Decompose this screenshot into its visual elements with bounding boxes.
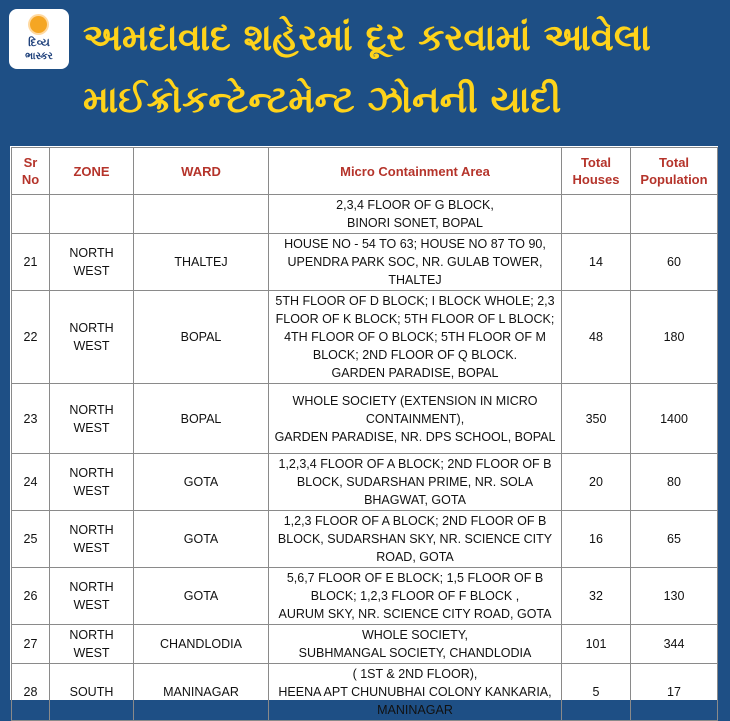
cell-sr-no: 26 <box>12 568 50 625</box>
cell-sr-no: 27 <box>12 625 50 664</box>
cell-area: WHOLE SOCIETY (EXTENSION IN MICRO CONTAINMENT), GARDEN PARADISE, NR. DPS SCHOOL, BOPAL <box>269 384 562 454</box>
header-area: Micro Containment Area <box>269 148 562 195</box>
table-row <box>12 234 718 291</box>
cell-zone: NORTH WEST <box>50 511 134 568</box>
logo-text-line2: ભાસ્કર <box>25 51 53 62</box>
cell-ward: CHANDLODIA <box>134 625 269 664</box>
cell-total-houses: 5 <box>562 664 631 721</box>
header-ward: WARD <box>134 148 269 195</box>
cell-zone: NORTH WEST <box>50 454 134 511</box>
cell-sr-no: 28 <box>12 664 50 721</box>
cell-ward: BOPAL <box>134 384 269 454</box>
table-row <box>12 291 718 384</box>
table-row <box>12 568 718 625</box>
cell-total-houses: 16 <box>562 511 631 568</box>
table-row <box>12 195 718 234</box>
cell-zone: NORTH WEST <box>50 234 134 291</box>
cell-area: 5TH FLOOR OF D BLOCK; I BLOCK WHOLE; 2,3 FLOOR OF K BLOCK; 5TH FLOOR OF L BLOCK; 4TH FLOOR OF O BLOCK; 5TH FLOOR OF M BLOCK; 2ND FLOOR OF Q BLOCK. GARDEN PARADISE, BOPAL <box>269 291 562 384</box>
page-title-line1: અમદાવાદ શહેરમાં દૂર કરવામાં આવેલા <box>83 16 651 59</box>
cell-total-houses: 350 <box>562 384 631 454</box>
header-total-population: Total Population <box>631 148 718 195</box>
logo-text-line1: દિવ્ય <box>28 37 50 49</box>
cell-total-population: 60 <box>631 234 718 291</box>
cell-sr-no: 25 <box>12 511 50 568</box>
cell-total-houses: 101 <box>562 625 631 664</box>
cell-area: 5,6,7 FLOOR OF E BLOCK; 1,5 FLOOR OF B BLOCK; 1,2,3 FLOOR OF F BLOCK , AURUM SKY, NR. SCIENCE CITY ROAD, GOTA <box>269 568 562 625</box>
cell-zone <box>50 195 134 234</box>
table-row <box>12 511 718 568</box>
cell-total-population: 1400 <box>631 384 718 454</box>
cell-total-houses: 32 <box>562 568 631 625</box>
cell-area: WHOLE SOCIETY, SUBHMANGAL SOCIETY, CHANDLODIA <box>269 625 562 664</box>
cell-ward: GOTA <box>134 511 269 568</box>
cell-ward: GOTA <box>134 454 269 511</box>
containment-table <box>11 147 718 721</box>
header-total-houses: Total Houses <box>562 148 631 195</box>
cell-area: 2,3,4 FLOOR OF G BLOCK, BINORI SONET, BOPAL <box>269 195 562 234</box>
cell-zone: NORTH WEST <box>50 625 134 664</box>
sun-icon <box>30 16 47 33</box>
cell-ward: MANINAGAR <box>134 664 269 721</box>
header-zone: ZONE <box>50 148 134 195</box>
containment-table-container <box>10 146 718 717</box>
header-banner <box>0 0 730 138</box>
cell-area: ( 1ST & 2ND FLOOR), HEENA APT CHUNUBHAI COLONY KANKARIA, MANINAGAR <box>269 664 562 721</box>
table-row <box>12 664 718 721</box>
cell-sr-no: 21 <box>12 234 50 291</box>
cell-sr-no: 24 <box>12 454 50 511</box>
cell-sr-no: 22 <box>12 291 50 384</box>
cell-zone: SOUTH <box>50 664 134 721</box>
cell-sr-no <box>12 195 50 234</box>
cell-area: HOUSE NO - 54 TO 63; HOUSE NO 87 TO 90, UPENDRA PARK SOC, NR. GULAB TOWER, THALTEJ <box>269 234 562 291</box>
cell-area: 1,2,3 FLOOR OF A BLOCK; 2ND FLOOR OF B BLOCK, SUDARSHAN SKY, NR. SCIENCE CITY ROAD, GOTA <box>269 511 562 568</box>
cell-total-population: 17 <box>631 664 718 721</box>
cell-ward: GOTA <box>134 568 269 625</box>
cell-total-houses <box>562 195 631 234</box>
cell-zone: NORTH WEST <box>50 291 134 384</box>
table-row <box>12 625 718 664</box>
cell-total-population <box>631 195 718 234</box>
cell-zone: NORTH WEST <box>50 384 134 454</box>
cell-total-population: 80 <box>631 454 718 511</box>
divya-bhaskar-logo <box>9 9 69 69</box>
cell-ward <box>134 195 269 234</box>
header-sr-no: Sr No <box>12 148 50 195</box>
cell-area: 1,2,3,4 FLOOR OF A BLOCK; 2ND FLOOR OF B BLOCK, SUDARSHAN PRIME, NR. SOLA BHAGWAT, GOTA <box>269 454 562 511</box>
table-row <box>12 454 718 511</box>
cell-total-houses: 14 <box>562 234 631 291</box>
cell-ward: THALTEJ <box>134 234 269 291</box>
cell-total-population: 180 <box>631 291 718 384</box>
cell-total-houses: 48 <box>562 291 631 384</box>
page-title-line2: માઈક્રોકન્ટેન્ટમેન્ટ ઝોનની યાદી <box>83 78 562 121</box>
cell-total-population: 344 <box>631 625 718 664</box>
cell-total-population: 130 <box>631 568 718 625</box>
cell-sr-no: 23 <box>12 384 50 454</box>
table-header-row <box>12 148 718 195</box>
cell-total-population: 65 <box>631 511 718 568</box>
cell-zone: NORTH WEST <box>50 568 134 625</box>
table-row <box>12 384 718 454</box>
cell-total-houses: 20 <box>562 454 631 511</box>
cell-ward: BOPAL <box>134 291 269 384</box>
